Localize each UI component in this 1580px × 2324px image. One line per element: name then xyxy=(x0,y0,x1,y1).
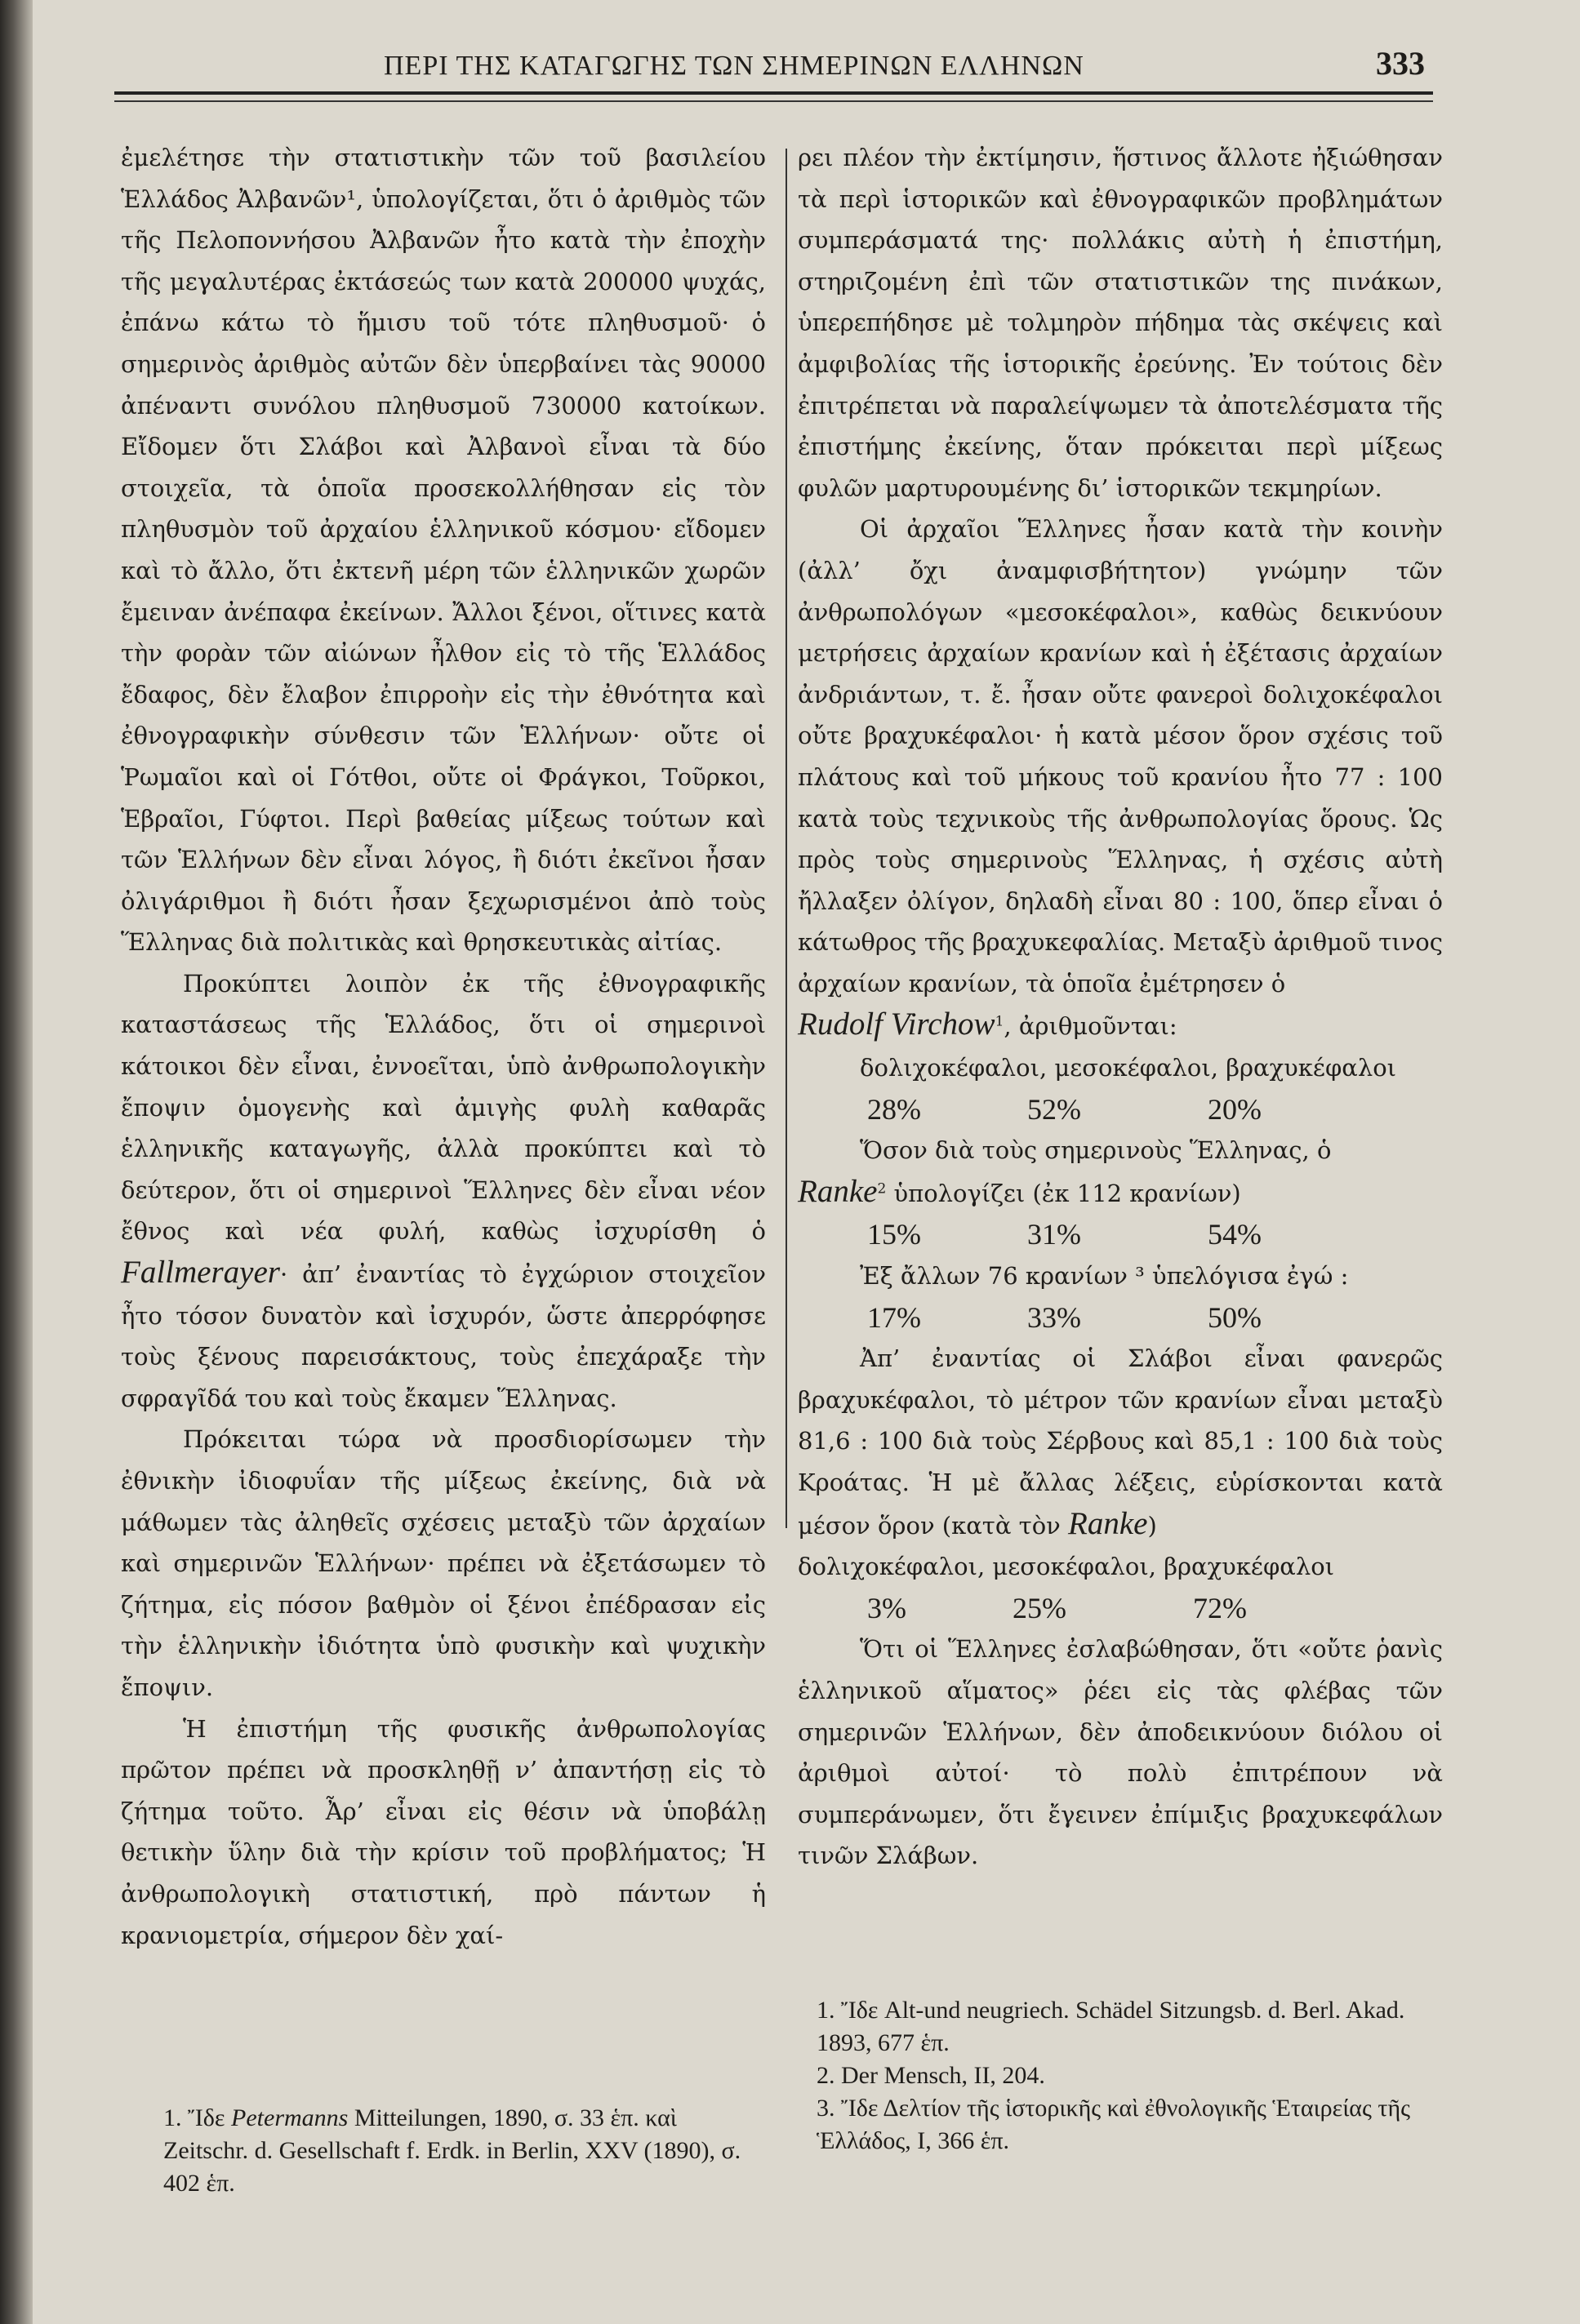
column-divider xyxy=(786,149,787,1528)
right-footnotes xyxy=(817,1994,1445,2157)
right-paragraph-3-text-a: Ὅσον διὰ τοὺς σημερινοὺς Ἕλληνας, ὁ xyxy=(860,1136,1332,1165)
petermanns-name: Petermanns xyxy=(231,2104,349,2131)
running-title: ΠΕΡΙ ΤΗΣ ΚΑΤΑΓΩΓΗΣ ΤΩΝ ΣΗΜΕΡΙΝΩΝ ΕΛΛΗΝΩΝ xyxy=(384,51,1084,81)
ranke-percent-row xyxy=(798,1214,1443,1255)
right-paragraph-5-text-a: Ἀπ’ ἐναντίας οἱ Σλάβοι εἶναι φανερῶς βραχυκέφαλοι, τὸ μέτρον τῶν κρανίων εἶναι μεταξὺ 81,6 : 100 διὰ τοὺς Σέρβους καὶ 85,1 : 100 διὰ τοὺς Κροάτας. Ἡ μὲ ἄλλας λέξεις, εὑρίσκονται κατὰ μέσον ὅρον (κατὰ τὸν xyxy=(798,1344,1443,1540)
virchow-meso-pct: 52% xyxy=(1027,1092,1081,1126)
skull-types-line-1: δολιχοκέφαλοι, μεσοκέφαλοι, βραχυκέφαλοι xyxy=(860,1054,1397,1082)
own-meso-pct: 33% xyxy=(1027,1300,1081,1334)
slav-dolicho-pct: 3% xyxy=(867,1591,906,1624)
own-dolicho-pct: 17% xyxy=(867,1300,921,1334)
ranke-brachy-pct: 54% xyxy=(1208,1218,1262,1251)
right-paragraph-1: ρει πλέον τὴν ἐκτίμησιν, ἥστινος ἄλλοτε ἠξιώθησαν τὰ περὶ ἱστορικῶν καὶ ἐθνογραφικῶν προβλημάτων συμπεράσματά της· πολλάκις αὐτὴ ἡ ἐπιστήμη, στηριζομένη ἐπὶ τῶν στατιστικῶν της πινάκων, ὑπερεπήδησε μὲ τολμηρὸν πήδημα τὰς σκέψεις καὶ ἀμφιβολίας τῆς ἱστορικῆς ἐρεύνης. Ἐν τούτοις δὲν ἐπιτρέπεται νὰ παραλείψωμεν τὰ ἀποτελέσματα τῆς ἐπιστήμης ἐκείνης, ὅταν πρόκειται περὶ μίξεως φυλῶν μαρτυρουμένης δι’ ἱστορικῶν τεκμηρίων. xyxy=(798,144,1443,502)
footnote-ref-1: 1 xyxy=(995,1013,1004,1030)
right-paragraph-5-text-b: ) xyxy=(1147,1511,1157,1540)
right-paragraph-4: Ἐξ ἄλλων 76 κρανίων ³ ὑπελόγισα ἐγώ : xyxy=(860,1262,1349,1291)
right-footnote-2: 2. Der Mensch, II, 204. xyxy=(817,2062,1045,2089)
ranke-name-2: Ranke xyxy=(1068,1505,1148,1541)
own-brachy-pct: 50% xyxy=(1208,1300,1262,1334)
right-paragraph-5 xyxy=(798,1338,1443,1546)
virchow-brachy-pct: 20% xyxy=(1208,1092,1262,1126)
header-rule-thin xyxy=(114,100,1433,102)
right-footnote-1: 1. Ἴδε Alt-und neugriech. Schädel Sitzungsb. d. Berl. Akad. 1893, 677 ἑπ. xyxy=(817,1997,1405,2056)
left-footnote-1-a: 1. Ἴδε xyxy=(163,2104,225,2131)
slav-percent-row xyxy=(798,1588,1443,1629)
virchow-dolicho-pct: 28% xyxy=(867,1092,921,1126)
left-paragraph-4: Ἡ ἐπιστήμη τῆς φυσικῆς ἀνθρωπολογίας πρῶτον πρέπει νὰ προσκληθῇ ν’ ἀπαντήσῃ εἰς τὸ ζήτημα τοῦτο. Ἆρ’ εἶναι εἰς θέσιν νὰ ὑποβάλῃ θετικὴν ὕλην διὰ τὴν κρίσιν τοῦ προβλήματος; Ἡ ἀνθρωπολογικὴ στατιστική, πρὸ πάντων ἡ κρανιομετρία, σήμερον δὲν χαί- xyxy=(121,1714,766,1949)
footnote-ref-2: 2 xyxy=(877,1180,887,1198)
running-head xyxy=(0,42,1580,91)
virchow-percent-row xyxy=(798,1089,1443,1131)
right-footnote-3: 3. Ἴδε Δελτίον τῆς ἱστορικῆς καὶ ἐθνολογικῆς Ἑταιρείας τῆς Ἑλλάδος, I, 366 ἑπ. xyxy=(817,2095,1411,2154)
left-column xyxy=(121,137,766,1956)
left-paragraph-2-text-b: · ἀπ’ ἐναντίας τὸ ἐγχώριον στοιχεῖον ἦτο τόσον δυνατὸν καὶ ἰσχυρόν, ὥστε ἀπερρόφησε τοὺς ξένους παρεισάκτους, τοὺς ἐπεχάραξε τὴν σφραγῖδά του καὶ τοὺς ἔκαμεν Ἕλληνας. xyxy=(121,1260,766,1412)
page-number: 333 xyxy=(1376,45,1425,82)
right-paragraph-2 xyxy=(798,509,1443,1047)
ranke-meso-pct: 31% xyxy=(1027,1218,1081,1251)
left-footnote-1 xyxy=(163,2102,768,2200)
right-paragraph-3 xyxy=(798,1130,1443,1214)
fallmerayer-name: Fallmerayer xyxy=(121,1255,280,1291)
book-spine-shadow xyxy=(0,0,33,2324)
right-paragraph-3-text-b: ὑπολογίζει (ἐκ 112 κρανίων) xyxy=(893,1179,1241,1207)
left-paragraph-2 xyxy=(121,963,766,1420)
own-percent-row xyxy=(798,1297,1443,1339)
left-paragraph-3: Πρόκειται τώρα νὰ προσδιορίσωμεν τὴν ἐθνικὴν ἰδιοφυΐαν τῆς μίξεως ἐκείνης, διὰ νὰ μάθωμεν τὰς ἀληθεῖς σχέσεις μεταξὺ τῶν ἀρχαίων καὶ σημερινῶν Ἑλλήνων· πρέπει νὰ ἐξετάσωμεν τὸ ζήτημα, εἰς πόσον βαθμὸν οἱ ξένοι ἐπέδρασαν εἰς τὴν ἑλληνικὴν ἰδιότητα ὑπὸ φυσικὴν καὶ ψυχικὴν ἔποψιν. xyxy=(121,1425,766,1701)
right-paragraph-2-text-a: Οἱ ἀρχαῖοι Ἕλληνες ἦσαν κατὰ τὴν κοινὴν (ἀλλ’ ὄχι ἀναμφισβήτητον) γνώμην τῶν ἀνθρωπολόγων «μεσοκέφαλοι», καθὼς δεικνύουν μετρήσεις ἀρχαίων κρανίων καὶ ἡ ἐξέτασις ἀρχαίων ἀνδριάντων, τ. ἔ. ἦσαν οὔτε φανεροὶ δολιχοκέφαλοι οὔτε βραχυκέφαλοι· ἡ κατὰ μέσον ὅρον σχέσις τοῦ πλάτους καὶ τοῦ μήκους τοῦ κρανίου ἦτο 77 : 100 κατὰ τοὺς τεχνικοὺς τῆς ἀνθρωπολογίας ὅρους. Ὡς πρὸς τοὺς σημερινοὺς Ἕλληνας, ἡ σχέσις αὐτὴ ἤλλαξεν ὀλίγον, δηλαδὴ εἶναι 80 : 100, ὅπερ εἶναι ὁ κάτωθρος τῆς βραχυκεφαλίας. Μεταξὺ ἀριθμοῦ τινος ἀρχαίων κρανίων, τὰ ὁποῖα ἐμέτρησεν ὁ xyxy=(798,515,1443,998)
right-column xyxy=(798,137,1443,1877)
skull-types-line-2: δολιχοκέφαλοι, μεσοκέφαλοι, βραχυκέφαλοι xyxy=(798,1553,1335,1581)
virchow-name: Rudolf Virchow xyxy=(798,1006,995,1042)
slav-brachy-pct: 72% xyxy=(1193,1591,1247,1624)
left-paragraph-2-text-a: Προκύπτει λοιπὸν ἐκ τῆς ἐθνογραφικῆς καταστάσεως τῆς Ἑλλάδος, ὅτι οἱ σημερινοὶ κάτοικοι δὲν εἶναι, ἐννοεῖται, ὑπὸ ἀνθρωπολογικὴν ἔποψιν ὁμογενὴς καὶ ἀμιγὴς φυλὴ καθαρᾶς ἑλληνικῆς καταγωγῆς, ἀλλὰ προκύπτει καὶ τὸ δεύτερον, ὅτι οἱ σημερινοὶ Ἕλληνες δὲν εἶναι νέον ἔθνος καὶ νέα φυλή, καθὼς ἰσχυρίσθη ὁ xyxy=(121,969,766,1246)
ranke-name: Ranke xyxy=(798,1173,878,1209)
left-paragraph-1: ἐμελέτησε τὴν στατιστικὴν τῶν τοῦ βασιλείου Ἑλλάδος Ἀλβανῶν¹, ὑπολογίζεται, ὅτι ὁ ἀριθμὸς τῶν τῆς Πελοποννήσου Ἀλβανῶν ἦτο κατὰ τὴν ἐποχὴν τῆς μεγαλυτέρας ἐκτάσεώς των κατὰ 200000 ψυχάς, ἐπάνω κάτω τὸ ἥμισυ τοῦ τότε πληθυσμοῦ· ὁ σημερινὸς ἀριθμὸς αὐτῶν δὲν ὑπερβαίνει τὰς 90000 ἀπέναντι συνόλου πληθυσμοῦ 730000 κατοίκων. Εἴδομεν ὅτι Σλάβοι καὶ Ἀλβανοὶ εἶναι τὰ δύο στοιχεῖα, τὰ ὁποῖα προσεκολλήθησαν εἰς τὸν πληθυσμὸν τοῦ ἀρχαίου ἑλληνικοῦ κόσμου· εἴδομεν καὶ τὸ ἄλλο, ὅτι ἐκτενῆ μέρη τῶν ἑλληνικῶν χωρῶν ἔμειναν ἀνέπαφα ἐκείνων. Ἄλλοι ξένοι, οἵτινες κατὰ τὴν φορὰν τῶν αἰώνων ἦλθον εἰς τὸ τῆς Ἑλλάδος ἔδαφος, δὲν ἔλαβον ἐπιρροὴν εἰς τὴν ἐθνότητα καὶ ἐθνογραφικὴν σύνθεσιν τῶν Ἑλλήνων· οὔτε οἱ Ῥωμαῖοι καὶ οἱ Γότθοι, οὔτε οἱ Φράγκοι, Τοῦρκοι, Ἑβραῖοι, Γύφτοι. Περὶ βαθείας μίξεως τούτων καὶ τῶν Ἑλλήνων δὲν εἶναι λόγος, ἢ διότι ἐκεῖνοι ἦσαν ὀλιγάριθμοι ἢ διότι ἦσαν ξεχωρισμένοι ἀπὸ τοὺς Ἕλληνας διὰ πολιτικὰς καὶ θρησκευτικὰς αἰτίας. xyxy=(121,144,766,957)
right-paragraph-2-text-b: , ἀριθμοῦνται: xyxy=(1004,1012,1177,1041)
header-rule-thick xyxy=(114,91,1433,95)
right-paragraph-6: Ὅτι οἱ Ἕλληνες ἐσλαβώθησαν, ὅτι «οὔτε ῥανὶς ἑλληνικοῦ αἵματος» ῥέει εἰς τὰς φλέβας τῶν σημερινῶν Ἑλλήνων, δὲν ἀποδεικνύουν διόλου οἱ ἀριθμοὶ αὐτοί· τὸ πολὺ ἐπιτρέπουν νὰ συμπεράνωμεν, ὅτι ἔγεινεν ἐπίμιξις βραχυκεφάλων τινῶν Σλάβων. xyxy=(798,1635,1443,1870)
ranke-dolicho-pct: 15% xyxy=(867,1218,921,1251)
slav-meso-pct: 25% xyxy=(1013,1591,1066,1624)
left-footnote-1-b: Mitteilungen, 1890, σ. 33 ἑπ. καὶ Zeitschr. d. Gesellschaft f. Erdk. in Berlin, XXV (1890), σ. 402 ἑπ. xyxy=(163,2104,741,2197)
left-footnotes xyxy=(163,2102,768,2200)
